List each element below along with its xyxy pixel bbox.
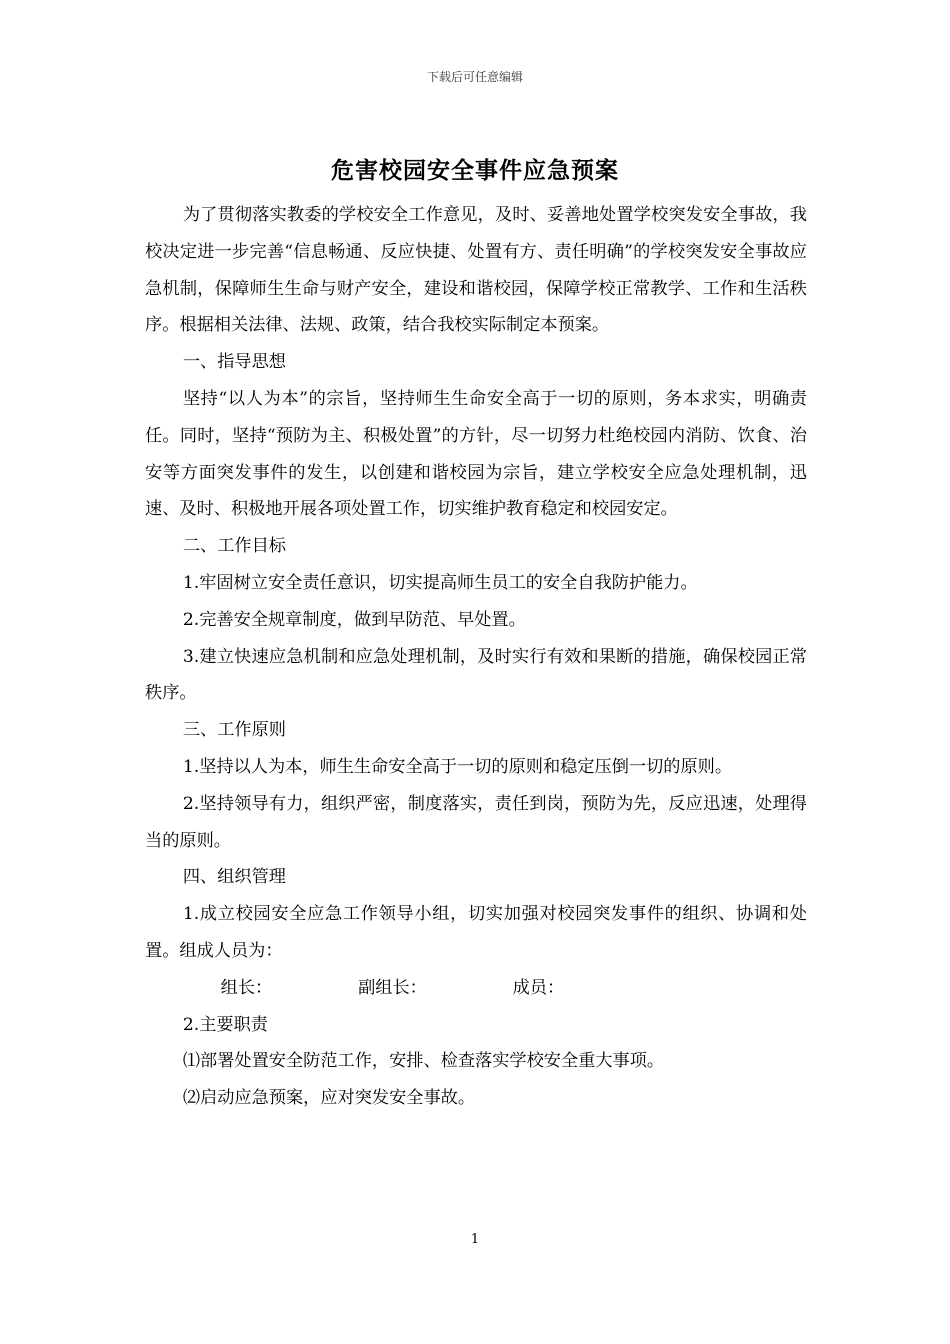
section-heading-work-goals: 二、工作目标 <box>182 536 286 557</box>
page-number: 1 <box>470 1232 480 1247</box>
work-goal-item-3: 3.建立快速应急机制和应急处理机制，及时实行有效和果断的措施，确保校园正常秩序。 <box>145 646 807 704</box>
role-deputy: 副组长： <box>358 977 427 998</box>
section-heading-guiding-ideology: 一、指导思想 <box>182 352 286 373</box>
section-heading-organization: 四、组织管理 <box>182 867 286 888</box>
guiding-ideology-paragraph: 坚持“以人为本”的宗旨，坚持师生生命安全高于一切的原则，务本求实，明确责任。同时，坚持“预防为主、积极处置”的方针，尽一切努力杜绝校园内消防、饮食、治安等方面突发事件的发生，以创建和谐校园为宗旨，建立学校安全应急处理机制，迅速、及时、积极地开展各项处置工作，切实维护教育稳定和校园安定。 <box>145 388 807 520</box>
work-principle-item-2: 2.坚持领导有力，组织严密，制度落实，责任到岗，预防为先，反应迅速，处理得当的原则。 <box>145 793 807 851</box>
role-members: 成员： <box>512 977 565 998</box>
document-body <box>145 197 807 1117</box>
header-note: 下载后可任意编辑 <box>426 70 523 84</box>
roles-line <box>145 970 807 1007</box>
duty-item-2: ⑵启动应急预案，应对突发安全事故。 <box>182 1088 476 1109</box>
section-heading-work-principles: 三、工作原则 <box>182 720 286 741</box>
organization-item-1: 1.成立校园安全应急工作领导小组，切实加强对校园突发事件的组织、协调和处置。组成人员为： <box>145 904 807 961</box>
work-goal-item-2: 2.完善安全规章制度，做到早防范、早处置。 <box>182 609 526 630</box>
document-title: 危害校园安全事件应急预案 <box>331 158 619 184</box>
organization-item-2: 2.主要职责 <box>182 1014 268 1035</box>
role-leader: 组长： <box>220 977 273 998</box>
work-principle-item-1: 1.坚持以人为本，师生生命安全高于一切的原则和稳定压倒一切的原则。 <box>182 756 733 777</box>
duty-item-1: ⑴部署处置安全防范工作，安排、检查落实学校安全重大事项。 <box>182 1051 665 1072</box>
work-goal-item-1: 1.牢固树立安全责任意识，切实提高师生员工的安全自我防护能力。 <box>182 572 698 593</box>
intro-paragraph: 为了贯彻落实教委的学校安全工作意见，及时、妥善地处置学校突发安全事故，我校决定进一步完善“信息畅通、反应快捷、处置有方、责任明确”的学校突发安全事故应急机制，保障师生生命与财产安全，建设和谐校园，保障学校正常教学、工作和生活秩序。根据相关法律、法规、政策，结合我校实际制定本预案。 <box>145 205 807 336</box>
